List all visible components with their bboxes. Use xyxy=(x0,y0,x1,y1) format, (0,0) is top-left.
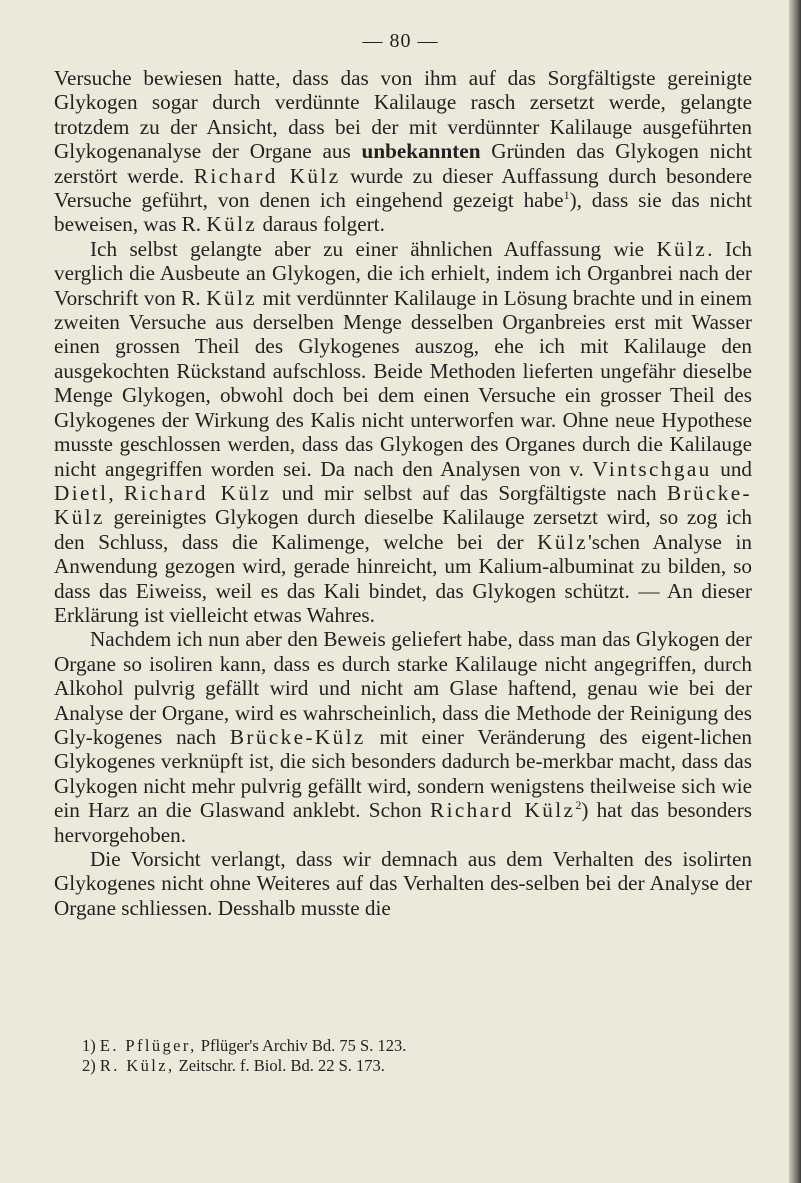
author-name: Külz xyxy=(206,212,258,237)
footnote-citation: Pflüger's Archiv Bd. 75 S. 123. xyxy=(196,1036,407,1055)
footnote-2 xyxy=(82,1056,722,1076)
author-name: Richard Külz xyxy=(430,798,576,823)
page-number: — 80 — xyxy=(362,30,439,52)
footnote-marker: 2) xyxy=(82,1056,96,1075)
footnote-citation: Zeitschr. f. Biol. Bd. 22 S. 173. xyxy=(174,1056,385,1075)
footnote-1 xyxy=(82,1036,722,1056)
emphasized-word: unbekannten xyxy=(361,139,481,164)
paragraph-4: Die Vorsicht verlangt, dass wir demnach aus dem Verhalten des isolirten Glykogenes nicht ohne Weiteres auf das Verhalten des-selben bei der Analyse der Organe schliessen. Desshalb musste die xyxy=(54,847,752,920)
author-name: Külz xyxy=(206,285,258,310)
page-edge-shadow xyxy=(789,0,801,1183)
author-name: Brücke-Külz xyxy=(229,724,366,749)
author-name: Richard Külz xyxy=(124,480,272,505)
body-text xyxy=(54,66,752,920)
author-name: Brücke-Külz xyxy=(54,480,752,530)
author-name: Richard Külz xyxy=(193,163,341,188)
footnote-ref-2: 2 xyxy=(575,798,582,813)
author-name: Külz xyxy=(656,236,708,261)
paragraph-2: Ich selbst gelangte aber zu einer ähnlichen Auffassung wie Külz. Ich verglich die Ausbeute an Glykogen, die ich erhielt, indem ich Organbrei nach der Vorschrift von R. Külz mit verdünnter Kalilauge in Lösung brachte und in einem zweiten Versuche aus derselben Menge desselben Organbreies erst mit Wasser einen grossen Theil des Glykogenes auszog, ehe ich mit Kalilauge den ausgekochten Rückstand aufschloss. Beide Methoden lieferten ungefähr dieselbe Menge Glykogen, obwohl doch bei dem einen Versuche ein grosser Theil des Glykogenes der Wirkung des Kalis nicht unterworfen war. Ohne neue Hypothese musste geschlossen werden, dass das Glykogen des Organes durch die Kalilauge nicht angegriffen worden sei. Da nach den Analysen von v. Vintschgau und Dietl, Richard Külz und mir selbst auf das Sorgfältigste nach Brücke-Külz gereinigtes Glykogen durch dieselbe Kalilauge zersetzt wird, so zog ich den Schluss, dass die Kalimenge, welche bei der Külz'schen Analyse in Anwendung gezogen wird, gerade hinreicht, um Kalium-albuminat zu bilden, so dass das Eiweiss, weil es das Kali bindet, das Glykogen schützt. — An dieser Erklärung ist vielleicht etwas Wahres. xyxy=(54,236,753,627)
paragraph-3: Nachdem ich nun aber den Beweis geliefert habe, dass man das Glykogen der Organe so isoliren kann, dass es durch starke Kalilauge nicht angegriffen, durch Alkohol pulvrig gefällt wird und nicht am Glase haftend, genau wie bei der Analyse der Organe, wird es wahrscheinlich, dass die Methode der Reinigung des Gly-kogenes nach Brücke-Külz mit einer Veränderung des eigent-lichen Glykogenes verknüpft ist, die sich besonders dadurch be-merkbar macht, dass das Glykogen nicht mehr pulvrig gefällt wird, sondern wenigstens theilweise sich wie ein Harz an die Glaswand anklebt. Schon Richard Külz$^2$) hat das besonders hervorgehoben. xyxy=(54,627,753,847)
footnotes xyxy=(82,1036,722,1076)
author-name: Dietl xyxy=(54,480,109,505)
author-name: Külz xyxy=(537,529,588,554)
footnote-author: R. Külz, xyxy=(99,1056,175,1075)
footnote-ref-1: 1 xyxy=(563,187,570,202)
footnote-marker: 1) xyxy=(82,1036,96,1055)
author-name: Vintschgau xyxy=(592,456,712,481)
paragraph-1: Versuche bewiesen hatte, dass das von ihm auf das Sorgfältigste gereinigte Glykogen sogar durch verdünnte Kalilauge rasch zersetzt werde, gelangte trotzdem zu der Ansicht, dass bei der mit verdünnter Kalilauge ausgeführten Glykogenanalyse der Organe aus unbekannten Gründen das Glykogen nicht zerstört werde. Richard Külz wurde zu dieser Auffassung durch besondere Versuche geführt, von denen ich eingehend gezeigt habe$^1$), dass sie das nicht beweisen, was R. Külz daraus folgert. xyxy=(54,66,752,237)
footnote-author: E. Pflüger, xyxy=(99,1036,197,1055)
